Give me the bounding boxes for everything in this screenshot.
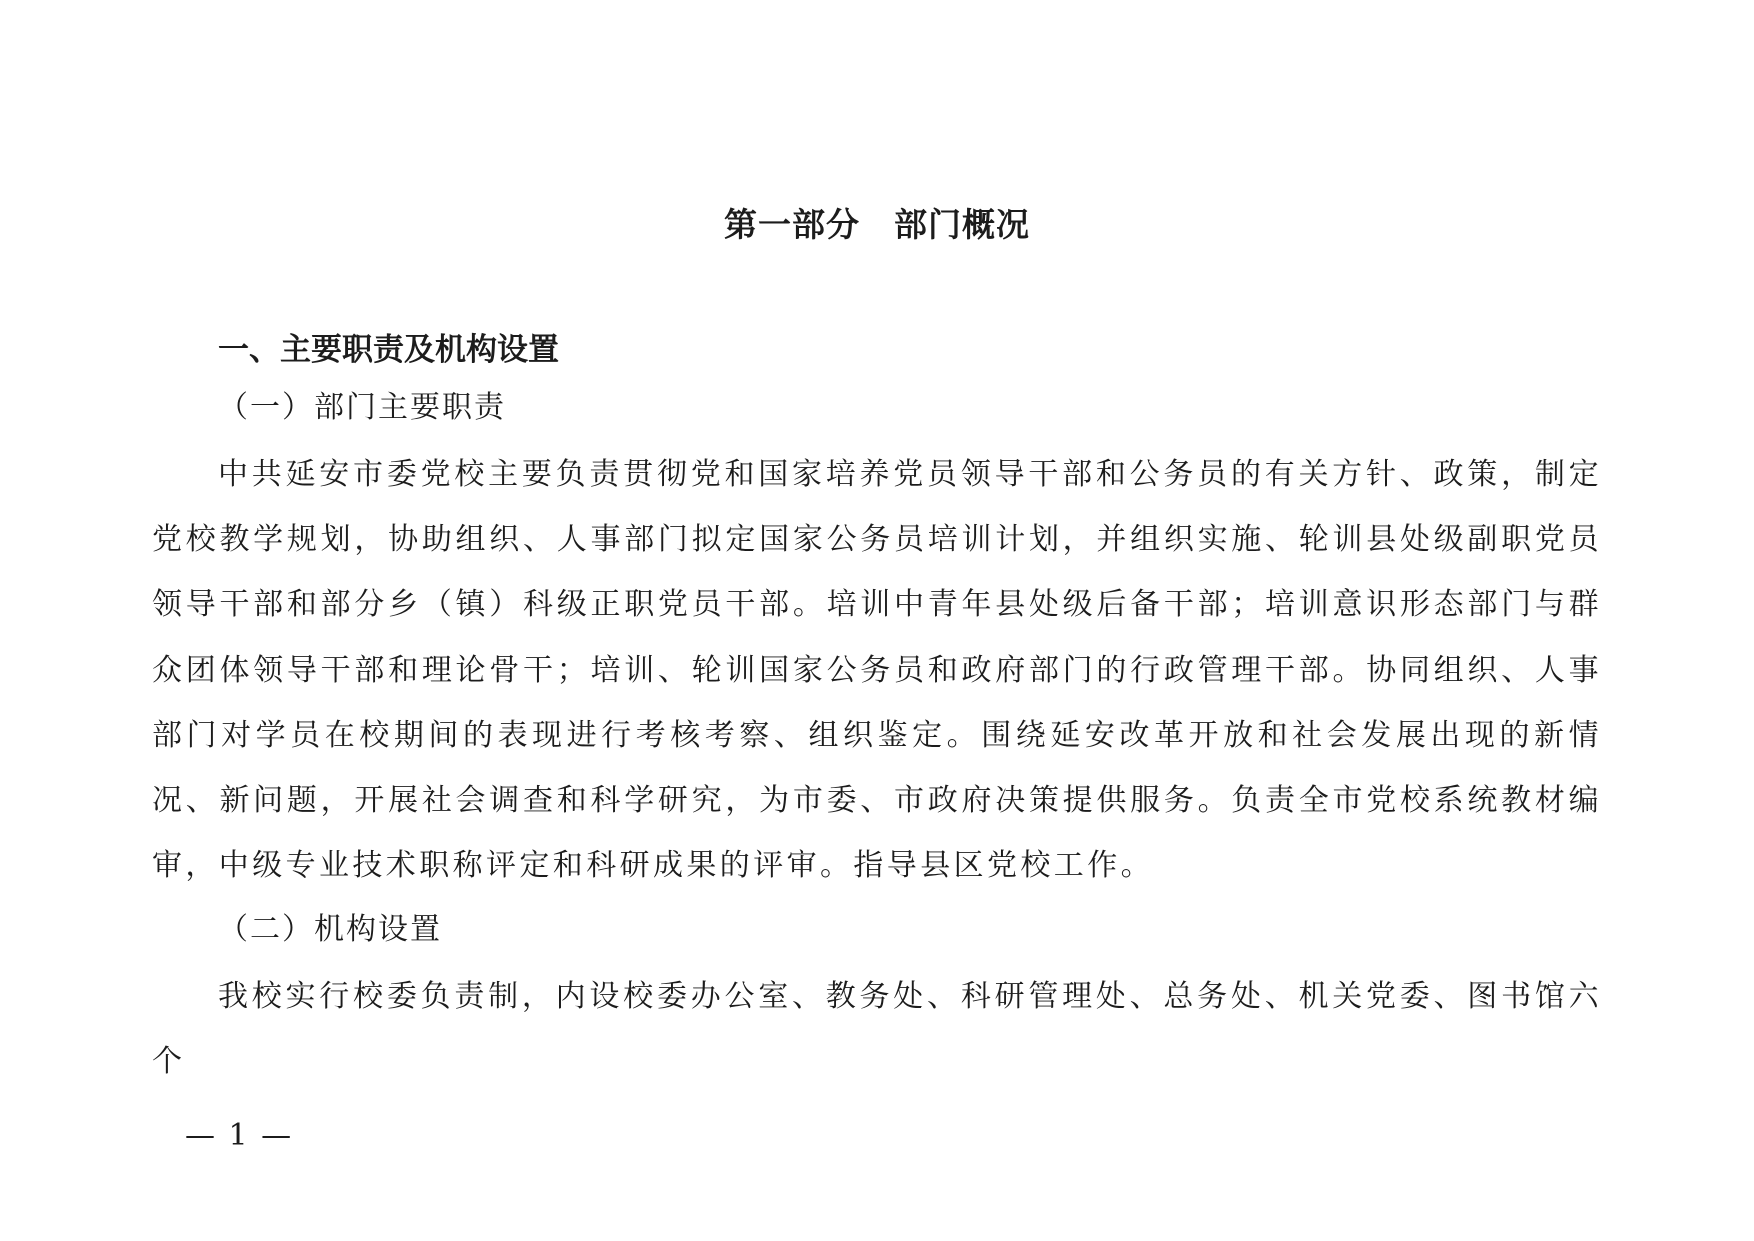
subsection-heading-organization: （二）机构设置	[218, 912, 442, 947]
page-number: — 1 —	[185, 1118, 294, 1153]
subsection-heading-main-duties: （一）部门主要职责	[218, 390, 506, 425]
part-title: 第一部分 部门概况	[724, 205, 1030, 244]
section-heading-duties-and-organization: 一、主要职责及机构设置	[218, 332, 559, 368]
organization-paragraph: 我校实行校委负责制，内设校委办公室、教务处、科研管理处、总务处、机关党委、图书馆六个	[152, 979, 1602, 1080]
main-duties-paragraph: 中共延安市委党校主要负责贯彻党和国家培养党员领导干部和公务员的有关方针、政策，制定党校教学规划，协助组织、人事部门拟定国家公务员培训计划，并组织实施、轮训县处级副职党员领导干部和部分乡（镇）科级正职党员干部。培训中青年县处级后备干部；培训意识形态部门与群众团体领导干部和理论骨干；培训、轮训国家公务员和政府部门的行政管理干部。协同组织、人事部门对学员在校期间的表现进行考核考察、组织鉴定。围绕延安改革开放和社会发展出现的新情况、新问题，开展社会调查和科学研究，为市委、市政府决策提供服务。负责全市党校系统教材编审，中级专业技术职称评定和科研成果的评审。指导县区党校工作。	[152, 457, 1602, 884]
